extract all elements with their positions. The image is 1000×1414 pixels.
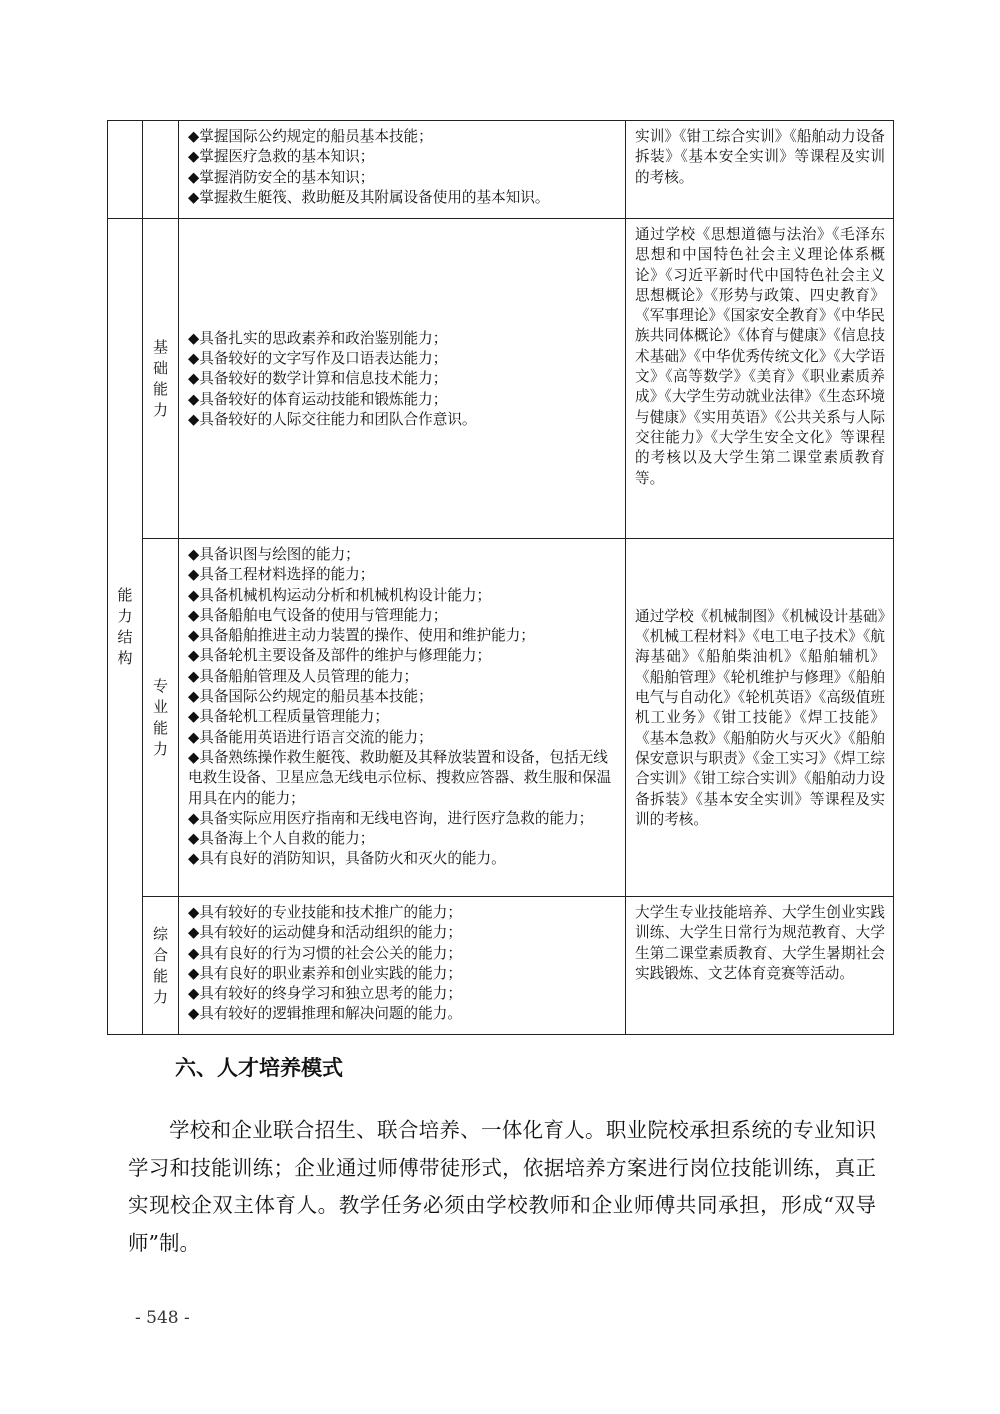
professional-label-cell: [143, 539, 179, 897]
blank-label-cell: [143, 121, 179, 219]
top-assessment-cell: [626, 121, 894, 219]
list-item: ◆具备海上个人自救的能力；: [188, 830, 375, 848]
list-item: ◆具备轮机主要设备及部件的维护与修理能力；: [188, 647, 492, 665]
list-item: ◆具有良好的消防知识，具备防火和灭火的能力。: [188, 850, 506, 868]
list-item: ◆具备识图与绘图的能力；: [188, 546, 360, 563]
list-item: ◆具备船舶推进主动力装置的操作、使用和维护能力；: [188, 627, 535, 645]
list-item: ◆具备实际应用医疗指南和无线电咨询，进行医疗急救的能力；: [188, 809, 594, 827]
list-item: ◆掌握救生艇筏、救助艇及其附属设备使用的基本知识。: [188, 188, 550, 206]
table-row: [108, 539, 894, 897]
table-row: [108, 897, 894, 1035]
assessment-text: 通过学校《机械制图》《机械设计基础》《机械工程材料》《电工电子技术》《航海基础》《船舶柴油机》《船舶辅机》《船舶管理》《轮机维护与修理》《船舶电气与自动化》《轮机英语》《高级值班机工业务》《钳工技能》《焊工技能》《基本急救》《船舶防火与灭火》《船舶保安意识与职责》《金工实习》《焊工综合实训》《钳工综合实训》《船舶动力设备拆装》《基本安全实训》等课程及实训的考核。: [635, 607, 885, 828]
ability-structure-table: [107, 120, 894, 1035]
list-item: ◆具备船舶管理及人员管理的能力；: [188, 667, 419, 685]
list-item: ◆具备较好的人际交往能力和团队合作意识。: [188, 410, 477, 428]
list-item: ◆具备扎实的思政素养和政治鉴别能力；: [188, 329, 448, 347]
list-item: ◆具备轮机工程质量管理能力；: [188, 708, 389, 726]
comprehensive-label-cell: [143, 897, 179, 1035]
group-label-cell: [108, 219, 143, 1035]
basic-ability-label: 基础能力: [153, 337, 169, 419]
assessment-text: 大学生专业技能培养、大学生创业实践训练、大学生日常行为规范教育、大学生第二课堂素质教育、大学生暑期社会实践锻炼、文艺体育竞赛等活动。: [635, 904, 885, 982]
list-item: ◆具备国际公约规定的船员基本技能；: [188, 688, 433, 706]
list-item: ◆具备较好的数学计算和信息技术能力；: [188, 370, 448, 388]
comprehensive-items-cell: [179, 897, 626, 1035]
professional-ability-label: 专业能力: [153, 676, 169, 758]
list-item: ◆具有较好的终身学习和独立思考的能力；: [188, 985, 462, 1003]
list-item: ◆具备较好的文字写作及口语表达能力；: [188, 350, 448, 368]
basic-label-cell: [143, 219, 179, 539]
table-row: [108, 219, 894, 539]
list-item: ◆具有良好的职业素养和创业实践的能力；: [188, 964, 462, 982]
list-item: ◆掌握国际公约规定的船员基本技能；: [188, 128, 433, 145]
list-item: ◆具备能用英语进行语言交流的能力；: [188, 728, 433, 746]
section-title: 六、人才培养模式: [175, 1056, 343, 1080]
page-number: - 548 -: [135, 1308, 190, 1328]
assessment-text: 通过学校《思想道德与法治》《毛泽东思想和中国特色社会主义理论体系概论》《习近平新时代中国特色社会主义思想概论》《形势与政策、四史教育》《军事理论》《国家安全教育》《中华民族共同体概论》《体育与健康》《信息技术基础》《中华优秀传统文化》《大学语文》《高等数学》《美育》《职业素质养成》《大学生劳动就业法律》《生态环境与健康》《实用英语》《公共关系与人际交往能力》《大学生安全文化》等课程的考核以及大学生第二课堂素质教育等。: [635, 226, 885, 487]
list-item: ◆具有较好的专业技能和技术推广的能力；: [188, 904, 462, 921]
assessment-text: 实训》《钳工综合实训》《船舶动力设备拆装》《基本安全实训》等课程及实训的考核。: [635, 128, 885, 186]
basic-items-cell: [179, 219, 626, 539]
list-item: ◆掌握医疗急救的基本知识；: [188, 148, 375, 166]
top-items-cell: [179, 121, 626, 219]
professional-assessment-cell: [626, 539, 894, 897]
list-item: ◆具备较好的体育运动技能和锻炼能力；: [188, 390, 448, 408]
comprehensive-assessment-cell: [626, 897, 894, 1035]
list-item: ◆具备熟练操作救生艇筏、救助艇及其释放装置和设备，包括无线电救生设备、卫星应急无线电示位标、搜救应答器、救生服和保温用具在内的能力；: [188, 748, 612, 807]
table-row: [108, 121, 894, 219]
list-item: ◆具备机械机构运动分析和机械机构设计能力；: [188, 586, 492, 604]
list-item: ◆具有良好的行为习惯的社会公关的能力；: [188, 944, 462, 962]
section-paragraph: 学校和企业联合招生、联合培养、一体化育人。职业院校承担系统的专业知识学习和技能训练；企业通过师傅带徒形式，依据培养方案进行岗位技能训练，真正实现校企双主体育人。教学任务必须由学校教师和企业师傅共同承担，形成“双导师”制。: [128, 1118, 876, 1255]
list-item: ◆具有较好的逻辑推理和解决问题的能力。: [188, 1005, 462, 1023]
list-item: ◆掌握消防安全的基本知识；: [188, 168, 375, 186]
group-label: 能力结构: [117, 585, 133, 667]
list-item: ◆具备工程材料选择的能力；: [188, 566, 375, 584]
basic-assessment-cell: [626, 219, 894, 539]
comprehensive-ability-label: 综合能力: [153, 924, 169, 1006]
list-item: ◆具备船舶电气设备的使用与管理能力；: [188, 606, 448, 624]
blank-group-cell: [108, 121, 143, 219]
list-item: ◆具有较好的运动健身和活动组织的能力；: [188, 924, 462, 942]
professional-items-cell: [179, 539, 626, 897]
